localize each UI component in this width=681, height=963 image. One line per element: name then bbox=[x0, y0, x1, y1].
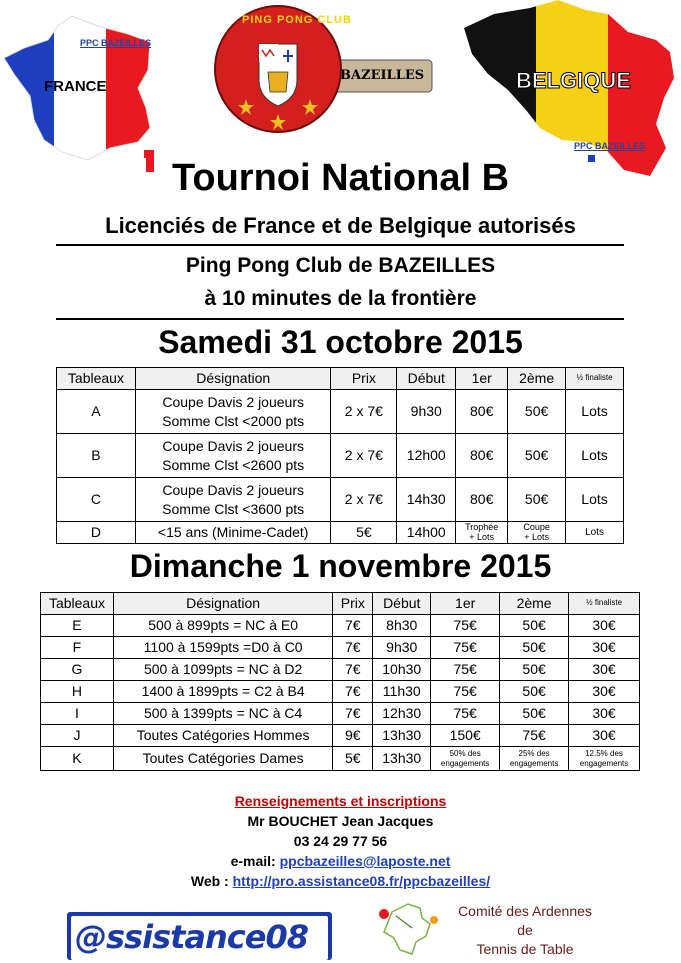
france-map bbox=[0, 12, 160, 162]
prize-first-cell: 75€ bbox=[431, 637, 500, 659]
belgium-club-tag: PPC BAZEILLES bbox=[574, 141, 646, 151]
column-header: Prix bbox=[331, 368, 397, 390]
france-club-tag: PPC BAZEILLES bbox=[80, 38, 152, 48]
prix-cell: 2 x 7€ bbox=[331, 434, 397, 478]
prize-semi-cell: Lots bbox=[566, 478, 624, 522]
committee-line: Tennis de Table bbox=[476, 941, 574, 957]
debut-cell: 11h30 bbox=[373, 681, 431, 703]
tableau-cell: E bbox=[41, 615, 114, 637]
belgium-map bbox=[460, 0, 681, 180]
column-header: 2ème bbox=[500, 593, 569, 615]
committee-text bbox=[430, 902, 620, 959]
column-header: 1er bbox=[431, 593, 500, 615]
prix-cell: 7€ bbox=[333, 681, 373, 703]
prize-second-cell bbox=[508, 522, 566, 544]
web-label: Web : bbox=[190, 873, 233, 889]
prize-second-cell: 50€ bbox=[500, 659, 569, 681]
prize-second-cell: 50€ bbox=[508, 478, 566, 522]
tableau-cell: J bbox=[41, 725, 114, 747]
designation-cell: 1400 à 1899pts = C2 à B4 bbox=[113, 681, 332, 703]
committee-line: de bbox=[517, 922, 533, 938]
designation-line: Somme Clst <2000 pts bbox=[162, 412, 305, 429]
table-row bbox=[57, 390, 624, 434]
column-header: Désignation bbox=[113, 593, 332, 615]
sponsor-logo bbox=[67, 912, 332, 960]
table-row bbox=[57, 434, 624, 478]
prize-first-cell bbox=[431, 747, 500, 771]
table-header-row bbox=[41, 593, 640, 615]
prize-first-cell: 80€ bbox=[456, 478, 508, 522]
contact-name: Mr BOUCHET Jean Jacques bbox=[247, 813, 434, 829]
prize-first-cell: 150€ bbox=[431, 725, 500, 747]
prix-cell: 2 x 7€ bbox=[331, 478, 397, 522]
prize-line: 12.5% des bbox=[585, 749, 623, 759]
table-header-row bbox=[57, 368, 624, 390]
prix-cell: 7€ bbox=[333, 703, 373, 725]
tableau-cell: C bbox=[57, 478, 136, 522]
table-row bbox=[57, 522, 624, 544]
prize-semi-cell: 30€ bbox=[569, 637, 640, 659]
designation-cell: 500 à 1399pts = NC à C4 bbox=[113, 703, 332, 725]
designation-cell: Toutes Catégories Dames bbox=[113, 747, 332, 771]
saturday-table bbox=[56, 367, 624, 544]
prize-second-cell: 50€ bbox=[500, 681, 569, 703]
contact-web-line bbox=[0, 873, 681, 889]
club-line: Ping Pong Club de BAZEILLES bbox=[185, 254, 496, 277]
logo-arc-text: PING PONG CLUB bbox=[242, 14, 352, 26]
web-link[interactable]: http://pro.assistance08.fr/ppcbazeilles/ bbox=[232, 873, 491, 889]
debut-cell: 14h00 bbox=[397, 522, 456, 544]
email-label: e-mail: bbox=[230, 853, 280, 869]
debut-cell: 13h30 bbox=[373, 747, 431, 771]
designation-line: Coupe Davis 2 joueurs bbox=[162, 482, 304, 499]
tableau-cell: I bbox=[41, 703, 114, 725]
page-title: Tournoi National B bbox=[171, 157, 510, 199]
club-logo bbox=[212, 2, 442, 137]
prize-line: engagements bbox=[440, 758, 490, 768]
location-line: à 10 minutes de la frontière bbox=[204, 287, 477, 310]
sunday-table bbox=[40, 592, 640, 771]
prize-first-cell: 80€ bbox=[456, 390, 508, 434]
prize-first-cell: 75€ bbox=[431, 615, 500, 637]
designation-cell bbox=[135, 390, 331, 434]
designation-line: Coupe Davis 2 joueurs bbox=[162, 438, 304, 455]
prize-first-cell: 80€ bbox=[456, 434, 508, 478]
prize-semi-cell: Lots bbox=[566, 522, 624, 544]
designation-cell: 500 à 899pts = NC à E0 bbox=[113, 615, 332, 637]
prix-cell: 7€ bbox=[333, 659, 373, 681]
contact-heading bbox=[0, 793, 681, 809]
table-row bbox=[41, 747, 640, 771]
prize-first-cell: 75€ bbox=[431, 681, 500, 703]
prize-second-cell: 50€ bbox=[500, 703, 569, 725]
tableau-cell: A bbox=[57, 390, 136, 434]
tableau-cell: D bbox=[57, 522, 136, 544]
column-header: Prix bbox=[333, 593, 373, 615]
prix-cell: 2 x 7€ bbox=[331, 390, 397, 434]
prize-second-cell: 50€ bbox=[508, 390, 566, 434]
debut-cell: 12h30 bbox=[373, 703, 431, 725]
table-row bbox=[57, 478, 624, 522]
debut-cell: 9h30 bbox=[397, 390, 456, 434]
prize-second-cell: 50€ bbox=[500, 615, 569, 637]
column-header: Désignation bbox=[135, 368, 331, 390]
prize-semi-cell: Lots bbox=[566, 434, 624, 478]
debut-cell: 12h00 bbox=[397, 434, 456, 478]
tableau-cell: F bbox=[41, 637, 114, 659]
contact-email-line bbox=[0, 853, 681, 869]
column-header: Début bbox=[373, 593, 431, 615]
prize-line: + Lots bbox=[469, 531, 495, 542]
designation-line: Coupe Davis 2 joueurs bbox=[162, 394, 304, 411]
debut-cell: 14h30 bbox=[397, 478, 456, 522]
debut-cell: 10h30 bbox=[373, 659, 431, 681]
column-header: Tableaux bbox=[41, 593, 114, 615]
prize-line: 50% des bbox=[449, 749, 481, 759]
column-header: 1er bbox=[456, 368, 508, 390]
prize-line: + Lots bbox=[524, 531, 549, 542]
designation-cell: 1100 à 1599pts =D0 à C0 bbox=[113, 637, 332, 659]
column-header: ½ finaliste bbox=[569, 593, 640, 615]
table-row bbox=[41, 703, 640, 725]
committee-line: Comité des Ardennes bbox=[458, 903, 592, 919]
prix-cell: 7€ bbox=[333, 637, 373, 659]
tableau-cell: G bbox=[41, 659, 114, 681]
debut-cell: 8h30 bbox=[373, 615, 431, 637]
prize-line: engagements bbox=[579, 758, 629, 768]
table-row bbox=[41, 681, 640, 703]
prize-first-cell: 75€ bbox=[431, 703, 500, 725]
prize-semi-cell: 30€ bbox=[569, 659, 640, 681]
table-row bbox=[41, 637, 640, 659]
tableau-cell: H bbox=[41, 681, 114, 703]
divider bbox=[56, 318, 624, 320]
designation-line: Somme Clst <3600 pts bbox=[162, 500, 305, 517]
table-row bbox=[41, 659, 640, 681]
prize-semi-cell: Lots bbox=[566, 390, 624, 434]
prix-cell: 5€ bbox=[331, 522, 397, 544]
contact-heading-text: Renseignements et inscriptions bbox=[234, 793, 447, 809]
column-header: Tableaux bbox=[57, 368, 136, 390]
prize-semi-cell: 30€ bbox=[569, 681, 640, 703]
column-header: Début bbox=[397, 368, 456, 390]
belgium-label: BELGIQUE bbox=[516, 68, 631, 93]
prize-semi-cell: 30€ bbox=[569, 615, 640, 637]
designation-cell bbox=[135, 478, 331, 522]
sunday-heading: Dimanche 1 novembre 2015 bbox=[129, 548, 552, 584]
tableau-cell: B bbox=[57, 434, 136, 478]
prize-second-cell: 75€ bbox=[500, 725, 569, 747]
designation-cell bbox=[135, 434, 331, 478]
prix-cell: 7€ bbox=[333, 615, 373, 637]
prize-first-cell bbox=[456, 522, 508, 544]
table-row bbox=[41, 615, 640, 637]
saturday-heading: Samedi 31 octobre 2015 bbox=[158, 324, 523, 360]
prize-first-cell: 75€ bbox=[431, 659, 500, 681]
divider bbox=[56, 244, 624, 246]
column-header: 2ème bbox=[508, 368, 566, 390]
prize-second-cell: 50€ bbox=[508, 434, 566, 478]
prize-line: 25% des bbox=[518, 749, 550, 759]
prize-second-cell: 50€ bbox=[500, 637, 569, 659]
prize-semi-cell: 30€ bbox=[569, 725, 640, 747]
designation-cell: <15 ans (Minime-Cadet) bbox=[135, 522, 331, 544]
logo-banner-text: BAZEILLES bbox=[340, 68, 425, 83]
table-row bbox=[41, 725, 640, 747]
prize-line: Trophée bbox=[465, 521, 499, 532]
france-label: FRANCE bbox=[44, 78, 107, 95]
debut-cell: 9h30 bbox=[373, 637, 431, 659]
prize-semi-cell: 30€ bbox=[569, 703, 640, 725]
prize-semi-cell bbox=[569, 747, 640, 771]
email-link[interactable]: ppcbazeilles@laposte.net bbox=[279, 853, 451, 869]
contact-phone: 03 24 29 77 56 bbox=[293, 833, 388, 849]
designation-cell: Toutes Catégories Hommes bbox=[113, 725, 332, 747]
designation-line: Somme Clst <2600 pts bbox=[162, 456, 305, 473]
tableau-cell: K bbox=[41, 747, 114, 771]
sponsor-logo-text: @ssistance08 bbox=[75, 918, 308, 956]
prize-line: Coupe bbox=[523, 521, 550, 532]
prix-cell: 5€ bbox=[333, 747, 373, 771]
prix-cell: 9€ bbox=[333, 725, 373, 747]
designation-cell: 500 à 1099pts = NC à D2 bbox=[113, 659, 332, 681]
debut-cell: 13h30 bbox=[373, 725, 431, 747]
prize-line: engagements bbox=[509, 758, 559, 768]
prize-second-cell bbox=[500, 747, 569, 771]
column-header: ½ finaliste bbox=[566, 368, 624, 390]
subtitle: Licenciés de France et de Belgique autorisés bbox=[105, 213, 576, 238]
